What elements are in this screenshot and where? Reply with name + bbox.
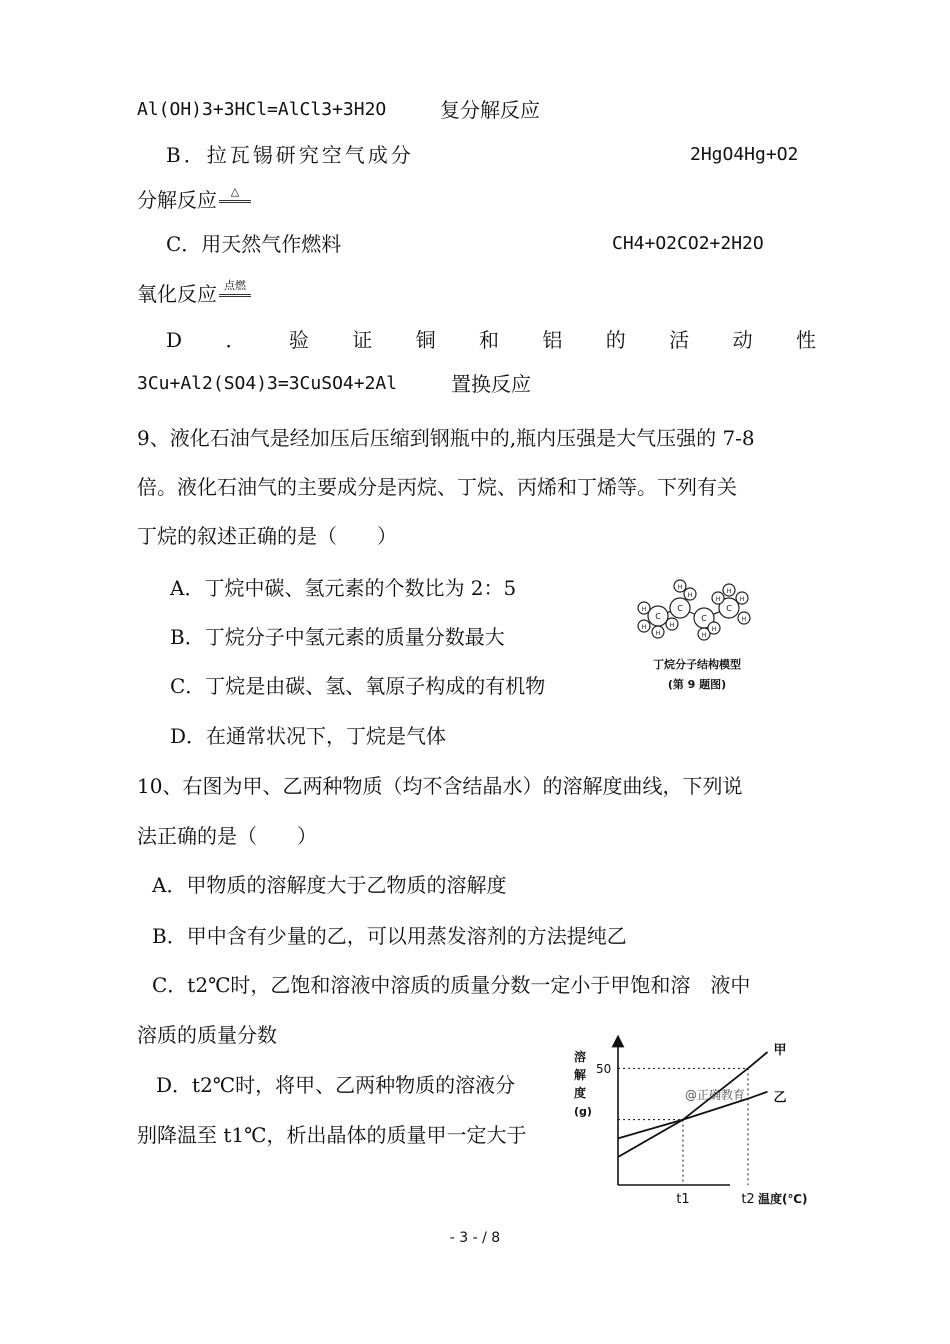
q10-stem-line2: 法正确的是（ ） bbox=[137, 824, 317, 848]
hydrogen-label: H bbox=[655, 630, 661, 637]
q8-d-char: 动 bbox=[732, 328, 753, 352]
q8-option-b: B．拉瓦锡研究空气成分 bbox=[166, 143, 414, 167]
series-line-0 bbox=[618, 1052, 768, 1157]
q9-option-c: C．丁烷是由碳、氢、氧原子构成的有机物 bbox=[170, 674, 546, 698]
hydrogen-label: H bbox=[739, 596, 745, 603]
y-label-char: 度 bbox=[574, 1086, 587, 1100]
hydrogen-label: H bbox=[677, 584, 683, 591]
hydrogen-label: H bbox=[701, 632, 707, 639]
carbon-label: C bbox=[701, 614, 707, 623]
hydrogen-label: H bbox=[641, 624, 647, 631]
q10-option-b: B．甲中含有少量的乙，可以用蒸发溶剂的方法提纯乙 bbox=[152, 924, 627, 948]
q10-option-d-line1: D．t2℃时，将甲、乙两种物质的溶液分 bbox=[156, 1073, 516, 1097]
q8-d-char: 铜 bbox=[415, 328, 436, 352]
q10-option-c-line2: 溶质的质量分数 bbox=[137, 1023, 277, 1047]
q8-type-a: 复分解反应 bbox=[440, 98, 540, 122]
hydrogen-label: H bbox=[741, 616, 747, 623]
q8-line-a bbox=[137, 96, 386, 124]
solubility-chart-svg bbox=[570, 1035, 820, 1215]
q8-option-d-equation: 3Cu+Al2(SO4)3=3CuSO4+2Al bbox=[137, 373, 398, 394]
series-label-jia: 甲 bbox=[773, 1043, 787, 1058]
q8-option-b-type bbox=[137, 186, 251, 214]
q8-d-char: 和 bbox=[479, 328, 499, 352]
x-axis-label: 温度(℃) bbox=[758, 1192, 808, 1206]
q8-d-char: 验 bbox=[288, 328, 309, 352]
page-footer: - 3 - / 8 bbox=[449, 1230, 501, 1246]
q9-stem-line2: 倍。液化石油气的主要成分是丙烷、丁烷、丙烯和丁烯等。下列有关 bbox=[137, 475, 737, 499]
hydrogen-label: H bbox=[641, 606, 647, 613]
q10-option-d-line2: 别降温至 t1℃，析出晶体的质量甲一定大于 bbox=[137, 1123, 527, 1147]
q8-option-d bbox=[166, 326, 816, 354]
q8-equation-a: Al(OH)3+3HCl=AlCl3+3H2O bbox=[137, 99, 387, 120]
q8-d-char: 证 bbox=[352, 328, 373, 352]
q8-option-c-type bbox=[137, 280, 251, 308]
carbon-label: C bbox=[726, 604, 732, 613]
q8-d-char: 活 bbox=[669, 328, 690, 352]
q8-option-b-type-text: 分解反应 bbox=[137, 188, 217, 212]
y-label-char: 溶 bbox=[574, 1050, 587, 1064]
ignite-condition: 点燃 bbox=[219, 280, 251, 297]
figure-label: (第 9 题图) bbox=[667, 678, 727, 691]
q9-option-d: D．在通常状况下，丁烷是气体 bbox=[170, 724, 447, 748]
figure-caption: 丁烷分子结构模型 bbox=[653, 658, 741, 671]
q8-option-c-equation: CH4+O2CO2+2H2O bbox=[612, 233, 764, 254]
heat-condition: △ bbox=[219, 186, 251, 203]
series-label-yi: 乙 bbox=[773, 1090, 787, 1106]
hydrogen-label: H bbox=[669, 622, 675, 629]
x-tick-t1: t1 bbox=[676, 1192, 690, 1207]
butane-molecule-figure bbox=[632, 572, 762, 691]
hydrogen-label: H bbox=[687, 592, 693, 599]
butane-model-diagram bbox=[632, 572, 762, 654]
q9-option-b: B．丁烷分子中氢元素的质量分数最大 bbox=[170, 625, 505, 649]
q10-option-c-line1: C．t2℃时，乙饱和溶液中溶质的质量分数一定小于甲饱和溶 液中 bbox=[152, 973, 751, 997]
y-label-char: 解 bbox=[574, 1068, 587, 1082]
hydrogen-label: H bbox=[711, 626, 717, 633]
y-label-char: (g) bbox=[574, 1105, 592, 1118]
q8-d-char: ． bbox=[225, 328, 246, 352]
q9-option-a: A．丁烷中碳、氢元素的个数比为 2：5 bbox=[170, 576, 517, 600]
q10-option-a: A．甲物质的溶解度大于乙物质的溶解度 bbox=[152, 873, 507, 897]
q8-option-d-type: 置换反应 bbox=[451, 372, 531, 396]
q8-d-char: 的 bbox=[605, 328, 626, 352]
q8-option-c-type-text: 氧化反应 bbox=[137, 282, 217, 306]
solubility-chart bbox=[570, 1035, 820, 1215]
q8-d-char: 铝 bbox=[542, 328, 563, 352]
watermark: @正确教育 bbox=[685, 1088, 746, 1102]
y-tick-50: 50 bbox=[596, 1062, 612, 1076]
q8-option-b-equation: 2HgO4Hg+O2 bbox=[690, 144, 799, 165]
hydrogen-label: H bbox=[726, 588, 732, 595]
q9-stem-line1: 9、液化石油气是经加压后压缩到钢瓶中的,瓶内压强是大气压强的 7-8 bbox=[137, 426, 755, 450]
q8-d-char: D bbox=[166, 328, 183, 352]
carbon-label: C bbox=[677, 604, 683, 613]
q8-option-c: C．用天然气作燃料 bbox=[166, 232, 342, 256]
q9-stem-line3: 丁烷的叙述正确的是（ ） bbox=[137, 524, 397, 548]
hydrogen-label: H bbox=[715, 596, 721, 603]
carbon-label: C bbox=[655, 612, 661, 621]
x-tick-t2: t2 bbox=[741, 1192, 755, 1207]
q8-d-char: 性 bbox=[795, 328, 816, 352]
q10-stem-line1: 10、右图为甲、乙两种物质（均不含结晶水）的溶解度曲线，下列说 bbox=[137, 774, 743, 798]
